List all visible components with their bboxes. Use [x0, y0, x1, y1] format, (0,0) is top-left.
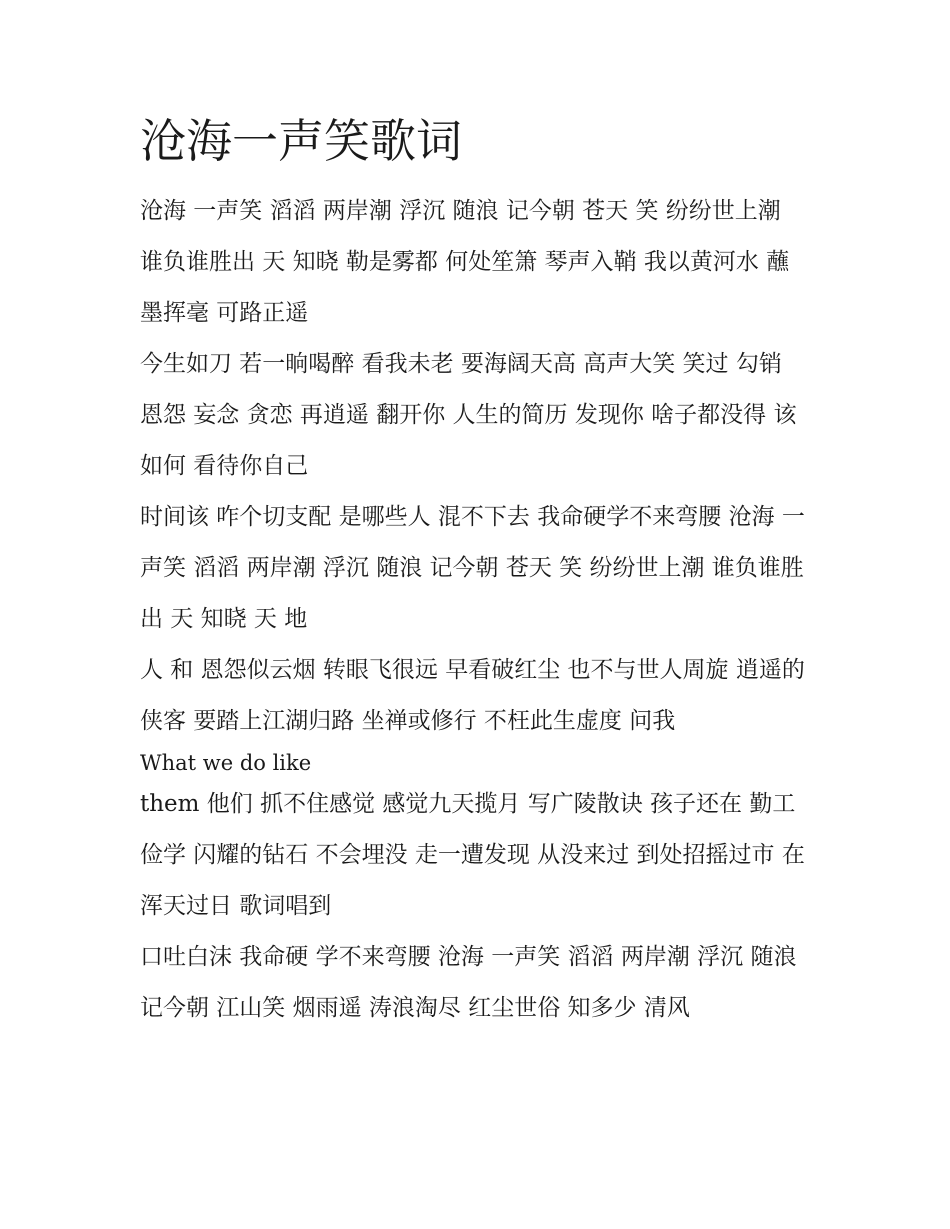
lyrics-paragraph-3: 时间该 咋个切支配 是哪些人 混不下去 我命硬学不来弯腰 沧海 一声笑 滔滔 两岸潮 浮沉 随浪 记今朝 苍天 笑 纷纷世上潮 谁负谁胜出 天 知晓 天 地 [140, 503, 805, 632]
lyrics-paragraph-7: 口吐白沫 我命硬 学不来弯腰 沧海 一声笑 滔滔 两岸潮 浮沉 随浪 记今朝 江山笑 烟雨遥 涛浪淘尽 红尘世俗 知多少 清风 [140, 943, 797, 1021]
document-page [140, 112, 810, 1034]
lyrics-paragraph-4: 人 和 恩怨似云烟 转眼飞很远 早看破红尘 也不与世人周旋 逍遥的侠客 要踏上江湖归路 坐禅或修行 不枉此生虚度 问我 [140, 656, 805, 734]
lyrics-paragraph-5: What we do like [140, 750, 312, 775]
page-title: 沧海一声笑歌词 [140, 114, 462, 168]
lyrics-paragraph-6: them 他们 抓不住感觉 感觉九天揽月 写广陵散诀 孩子还在 勤工俭学 闪耀的钻石 不会埋没 走一遭发现 从没来过 到处招摇过市 在浑天过日 歌词唱到 [140, 790, 805, 919]
lyrics-paragraph-2: 今生如刀 若一晌喝醉 看我未老 要海阔天高 高声大笑 笑过 勾销 恩怨 妄念 贪恋 再逍遥 翻开你 人生的简历 发现你 啥子都没得 该如何 看待你自己 [140, 350, 797, 479]
lyrics-paragraph-1: 沧海 一声笑 滔滔 两岸潮 浮沉 随浪 记今朝 苍天 笑 纷纷世上潮 谁负谁胜出 天 知晓 勒是雾都 何处笙箫 琴声入鞘 我以黄河水 蘸墨挥毫 可路正遥 [140, 197, 790, 326]
